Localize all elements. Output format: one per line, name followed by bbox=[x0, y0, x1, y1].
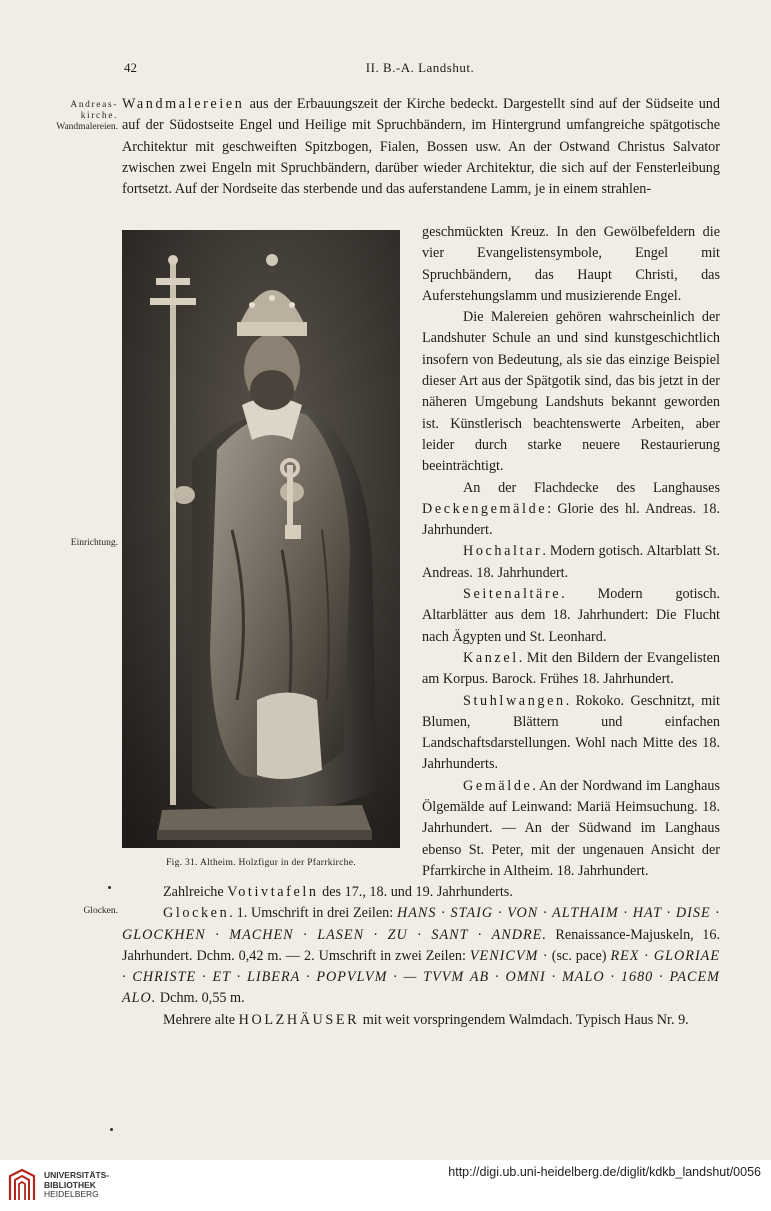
inscription-1: HANS · STAIG · VON · ALTHAIM · HAT · DISE · GLOCKHEN · MACHEN · LASEN · ZU · SANT · ANDRE. bbox=[122, 905, 720, 943]
statue-illustration bbox=[122, 230, 400, 848]
paragraph-hochaltar: Hochaltar. Modern gotisch. Altarblatt St. Andreas. 18. Jahrhundert. bbox=[422, 543, 720, 581]
paragraph-stuhlwangen: Stuhlwangen. Rokoko. Geschnitzt, mit Blumen, Blättern und einfachen Landschaftsdarstellungen. Wohl nach Mitte des 18. Jahrhunderts. bbox=[422, 692, 720, 773]
column-text bbox=[422, 222, 720, 882]
viewer-footer bbox=[0, 1160, 771, 1211]
page-number: 42 bbox=[124, 60, 137, 75]
term-seitenaltaere: Seitenaltäre bbox=[463, 586, 562, 603]
paragraph-gewoelbe: geschmückten Kreuz. In den Gewölbefeldern die vier Evangelistensymbole, Engel mit Spruchbändern, das Haupt Christi, das Auferstehungslamm und musizierende Engel. bbox=[422, 224, 720, 304]
lower-text bbox=[122, 882, 720, 1031]
paragraph-seitenaltaere: Seitenaltäre. Modern gotisch. Altarblätter aus dem 18. Jahrhundert: Die Flucht nach Ägypten und St. Leonhard. bbox=[422, 586, 720, 645]
page-header bbox=[120, 60, 720, 80]
paragraph-holzhaeuser: Mehrere alte HOLZHÄUSER mit weit vorspringendem Walmdach. Typisch Haus Nr. 9. bbox=[163, 1011, 689, 1028]
term-holzhaeuser: HOLZHÄUSER bbox=[238, 1011, 360, 1028]
intro-paragraph: Wandmalereien aus der Erbauungszeit der Kirche bedeckt. Dargestellt sind auf der Südseite und auf der Südostseite Engel und Heilige mit Spruchbändern, im Hintergrund umfangreiche spätgotische Architektur mit geschweiften Spitzbogen, Fialen, Bossen usw. An der Ostwand Christus Salvator zwischen zwei Engeln mit Spruchbändern, darüber wieder Architektur, die sich auf der Fensterleibung fortsetzt. Auf der Nordseite das sterbende und das auferstandene Lamm, je in einem strahlen- bbox=[122, 96, 720, 198]
term-glocken: Glocken bbox=[163, 905, 230, 922]
page-mark bbox=[110, 1128, 113, 1131]
university-library-logo-icon bbox=[8, 1168, 36, 1202]
term-wandmalereien: Wandmalereien bbox=[122, 96, 245, 112]
paragraph-gemaelde: Gemälde. An der Nordwand im Langhaus Ölgemälde auf Leinwand: Mariä Heimsuchung. 18. Jahrhundert. — An der Südwand im Langhaus ebenso St. Peter, mit der ungenauen Ansicht der Pfarrkirche in Altheim. 18. Jahrhundert. bbox=[422, 777, 720, 879]
running-title: II. B.-A. Landshut. bbox=[365, 60, 475, 75]
term-gemaelde: Gemälde bbox=[463, 777, 533, 794]
paragraph-glocken: Glocken. 1. Umschrift in drei Zeilen: HANS · STAIG · VON · ALTHAIM · HAT · DISE · GLOCKHEN · MACHEN · LASEN · ZU · SANT · ANDRE. Renaissance-Majuskeln, 16. Jahrhundert. Dchm. 0,42 m. — 2. Umschrift in zwei Zeilen: VENICVM · (sc. pace) REX · GLORIAE · CHRISTE · ET · LIBERA · POPVLVM · — TVVM AB · OMNI · MALO · 1680 · PACEM ALO. Dchm. 0,55 m. bbox=[122, 905, 720, 1007]
term-kanzel: Kanzel bbox=[463, 649, 519, 666]
margin-dot bbox=[108, 886, 111, 889]
term-votivtafeln: Votivtafeln bbox=[227, 884, 319, 900]
inscription-2b: REX · GLORIAE · CHRISTE · ET · LIBERA · POPVLVM · — TVVM AB · OMNI · MALO · 1680 · PACEM ALO. bbox=[122, 947, 720, 1007]
paragraph-flachdecke: An der Flachdecke des Langhauses Deckengemälde: Glorie des hl. Andreas. 18. Jahrhundert. bbox=[422, 479, 720, 539]
figure-caption: Fig. 31. Altheim. Holzfigur in der Pfarrkirche. bbox=[166, 858, 356, 868]
statue-photograph bbox=[122, 230, 400, 848]
term-deckengemaelde: Deckengemälde bbox=[422, 500, 548, 517]
margin-note-glocken: Glocken. bbox=[83, 906, 118, 916]
paragraph-votivtafeln: Zahlreiche Votivtafeln des 17., 18. und 19. Jahrhunderts. bbox=[163, 884, 513, 900]
permalink-url[interactable]: http://digi.ub.uni-heidelberg.de/diglit/kdkb_landshut/0056 bbox=[448, 1165, 761, 1179]
paragraph-malereien: Die Malereien gehören wahrscheinlich der Landshuter Schule an und sind kunstgeschichtlich insofern von Bedeutung, als sie das einzige Beispiel dieser Art aus der Spätgotik sind, das bis jetzt in der näheren Umgebung Landshuts bekannt geworden ist. Künstlerisch beachtenswerte Arbeiten, aber leider durch starke neuere Restaurierung beeinträchtigt. bbox=[422, 309, 720, 475]
term-hochaltar: Hochaltar bbox=[463, 543, 543, 560]
margin-note-einrichtung: Einrichtung. bbox=[70, 538, 118, 548]
margin-note-andreaskirche: Andreas- kirche. Wandmalereien. bbox=[56, 100, 118, 132]
paragraph-kanzel: Kanzel. Mit den Bildern der Evangelisten am Korpus. Barock. Frühes 18. Jahrhundert. bbox=[422, 649, 720, 688]
library-name: UNIVERSITÄTS- BIBLIOTHEK HEIDELBERG bbox=[44, 1170, 110, 1199]
inscription-2a: VENICVM · bbox=[469, 947, 548, 964]
term-stuhlwangen: Stuhlwangen bbox=[463, 692, 566, 709]
